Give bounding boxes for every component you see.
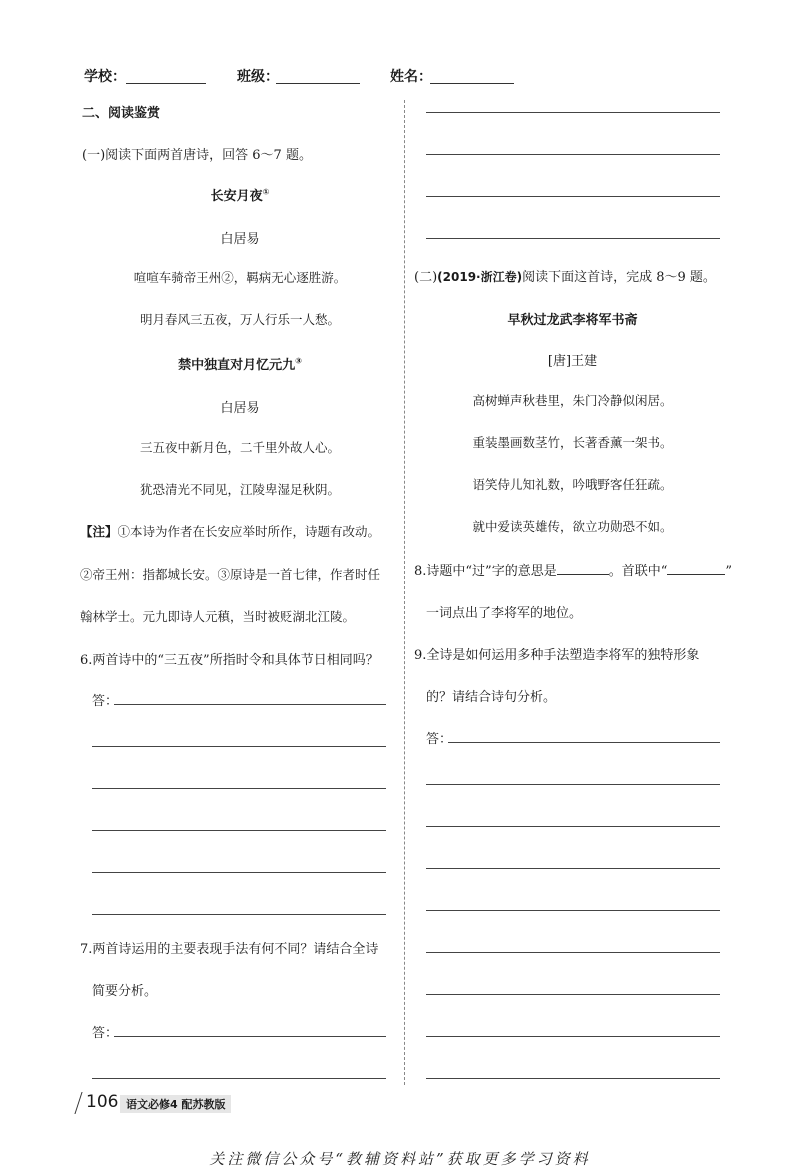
poem3-author: [唐]王建 — [547, 354, 598, 369]
poem1-note-mark: ① — [262, 187, 270, 197]
q8-blank-2[interactable] — [667, 574, 725, 575]
part2-intro: (二)(2019·浙江卷)阅读下面这首诗，完成 8～9 题。 — [414, 270, 716, 285]
q9-answer-line[interactable] — [448, 742, 720, 743]
continued-answer-line[interactable] — [426, 112, 720, 113]
poem2-author: 白居易 — [220, 401, 260, 416]
poem2-title: 禁中独直对月忆元九③ — [178, 356, 302, 373]
section-title: 二、阅读鉴赏 — [82, 106, 161, 121]
page-number: 106 — [86, 1092, 119, 1112]
q9-answer-label: 答： — [426, 732, 453, 747]
continued-answer-line[interactable] — [426, 196, 720, 197]
poem1-line-1: 喧喧车骑帝王州②，羁病无心逐胜游。 — [133, 270, 347, 285]
q9-answer-line[interactable] — [426, 868, 720, 869]
q6-answer-line[interactable] — [92, 914, 386, 915]
page-number-slash — [74, 1092, 82, 1114]
name-field[interactable] — [430, 83, 514, 84]
continued-answer-line[interactable] — [426, 154, 720, 155]
class-label: 班级： — [237, 69, 279, 85]
q9-answer-line[interactable] — [426, 784, 720, 785]
poem2-line-1: 三五夜中新月色，二千里外故人心。 — [139, 440, 340, 455]
poem3-line-3: 语笑侍儿知礼数，吟哦野客任狂疏。 — [472, 477, 673, 492]
school-label: 学校： — [84, 69, 126, 85]
question-8-line-1: 8.诗题中“过”字的意思是 。首联中“ ” — [414, 564, 733, 579]
notes-line-1: 【注】①本诗为作者在长安应举时所作，诗题有改动。 — [80, 524, 381, 539]
q9-answer-line[interactable] — [426, 994, 720, 995]
question-7-line-1: 7.两首诗运用的主要表现手法有何不同？请结合全诗 — [80, 942, 379, 957]
school-field[interactable] — [126, 83, 206, 84]
question-9-line-2: 的？请结合诗句分析。 — [426, 690, 557, 705]
q9-answer-line[interactable] — [426, 1036, 720, 1037]
question-6: 6.两首诗中的“三五夜”所指时令和具体节日相同吗？ — [80, 653, 379, 668]
poem1-line-2: 明月春风三五夜，万人行乐一人愁。 — [139, 312, 340, 327]
part2-source: (2019·浙江卷) — [437, 270, 523, 284]
notes-line-3: 翰林学士。元九即诗人元稹，当时被贬湖北江陵。 — [80, 609, 356, 624]
q6-answer-line[interactable] — [114, 704, 386, 705]
notes-label: 【注】 — [80, 524, 118, 539]
poem3-title: 早秋过龙武李将军书斋 — [507, 313, 638, 328]
footer-slogan: 关注微信公众号“教辅资料站”获取更多学习资料 — [209, 1150, 591, 1168]
q6-answer-label: 答： — [92, 694, 119, 709]
q8-blank-1[interactable] — [557, 574, 609, 575]
poem3-line-4: 就中爱读英雄传，欲立功勋恐不如。 — [472, 519, 673, 534]
q9-answer-line[interactable] — [426, 910, 720, 911]
poem1-title: 长安月夜① — [210, 187, 270, 204]
poem1-author: 白居易 — [220, 232, 260, 247]
q9-answer-line[interactable] — [426, 1078, 720, 1079]
poem2-line-2: 犹恐清光不同见，江陵卑湿足秋阴。 — [139, 482, 340, 497]
q7-answer-line[interactable] — [92, 1078, 386, 1079]
q6-answer-line[interactable] — [92, 788, 386, 789]
continued-answer-line[interactable] — [426, 238, 720, 239]
q6-answer-line[interactable] — [92, 872, 386, 873]
column-divider — [404, 100, 405, 1085]
poem3-line-2: 重装墨画数茎竹，长著香薰一架书。 — [472, 435, 673, 450]
q7-answer-label: 答： — [92, 1026, 119, 1041]
notes-line-2: ②帝王州：指都城长安。③原诗是一首七律，作者时任 — [80, 567, 381, 582]
q6-answer-line[interactable] — [92, 746, 386, 747]
part1-intro: (一)阅读下面两首唐诗，回答 6～7 题。 — [82, 148, 312, 163]
question-8-line-2: 一词点出了李将军的地位。 — [426, 606, 583, 621]
q6-answer-line[interactable] — [92, 830, 386, 831]
poem3-line-1: 高树蝉声秋巷里，朱门冷静似闲居。 — [472, 393, 673, 408]
question-9-line-1: 9.全诗是如何运用多种手法塑造李将军的独特形象 — [414, 648, 700, 663]
poem2-note-mark: ③ — [295, 356, 302, 366]
name-label: 姓名： — [390, 69, 432, 85]
q7-answer-line[interactable] — [114, 1036, 386, 1037]
q9-answer-line[interactable] — [426, 826, 720, 827]
q9-answer-line[interactable] — [426, 952, 720, 953]
class-field[interactable] — [276, 83, 360, 84]
book-title-badge: 语文必修4 配苏教版 — [120, 1095, 231, 1113]
question-7-line-2: 简要分析。 — [92, 984, 158, 999]
